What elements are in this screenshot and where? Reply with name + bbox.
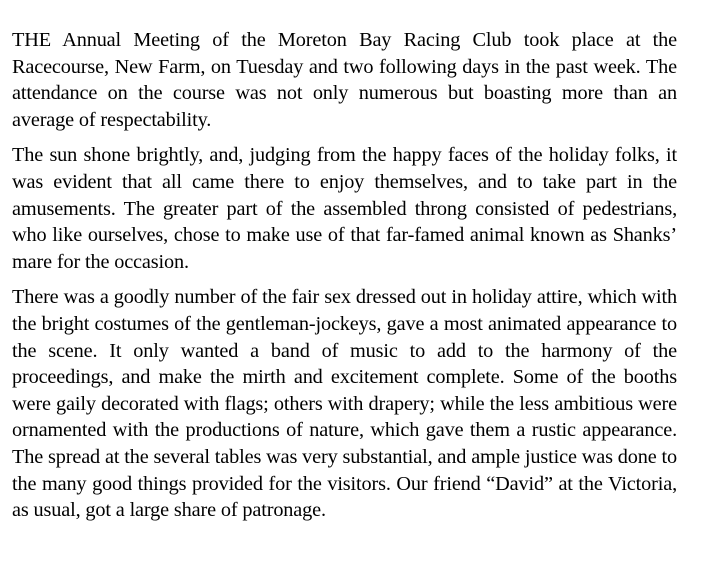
paragraph-3: There was a goodly number of the fair sex dressed out in holiday attire, which with the bright costumes of the gentleman-jockeys, gave a most animated appearance to the scene. It only wanted a band of music to add to the harmony of the proceedings, and make the mirth and excitement complete. Some of the booths were gaily decorated with flags; others with drapery; while the less ambitious were ornamented with the productions of nature, which gave them a rustic appearance. The spread at the several tables was very substantial, and ample justice was done to the many good things provided for the visitors. Our friend “David” at the Victoria, as usual, got a large share of patronage. (12, 286, 677, 522)
paragraph-2: The sun shone brightly, and, judging from the happy faces of the holiday folks, it was evident that all came there to enjoy themselves, and to take part in the amusements. The greater part of the assembled throng consisted of pedestrians, who like ourselves, chose to make use of that far-famed animal known as Shanks’ mare for the occasion. (12, 144, 677, 273)
paragraph-1: THE Annual Meeting of the Moreton Bay Racing Club took place at the Racecourse, New Farm, on Tuesday and two following days in the past week. The attendance on the course was not only numerous but boasting more than an average of respectability. (12, 29, 677, 131)
document-body (12, 27, 677, 524)
